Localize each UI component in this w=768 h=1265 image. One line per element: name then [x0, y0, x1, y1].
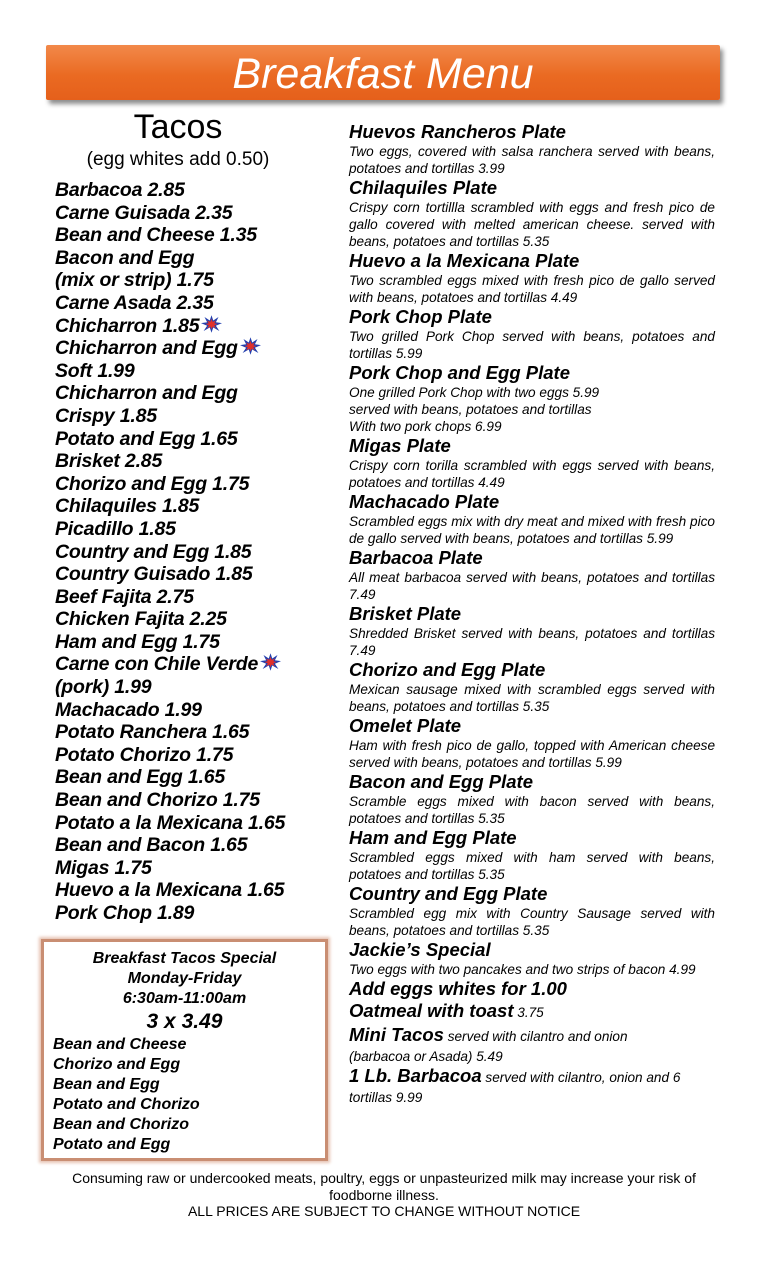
- taco-item: [55, 428, 340, 451]
- taco-item: [55, 224, 340, 247]
- starburst-icon: [201, 315, 222, 333]
- plate-item: [349, 939, 715, 978]
- taco-item-label: Pork Chop 1.89: [55, 902, 195, 924]
- taco-item: [55, 450, 340, 473]
- plate-item: [349, 771, 715, 827]
- special-hours: 6:30am-11:00am: [122, 990, 247, 1007]
- plate-description: Two eggs with two pancakes and two strips of bacon 4.99: [349, 962, 696, 977]
- plate-item: [349, 827, 715, 883]
- taco-item: [55, 292, 340, 315]
- taco-item: [55, 744, 340, 767]
- plate-name-row: [349, 883, 715, 905]
- taco-item-label: Potato and Egg 1.65: [55, 427, 238, 450]
- plate-item: [349, 883, 715, 939]
- plate-description: Mexican sausage mixed with scrambled eggs served with beans, potatoes and tortillas 5.35: [349, 682, 715, 714]
- plate-description: Shredded Brisket served with beans, potatoes and tortillas 7.49: [349, 626, 715, 658]
- taco-item-label: Soft 1.99: [55, 359, 135, 382]
- taco-item: [55, 586, 340, 609]
- taco-item-label: Potato a la Mexicana 1.65: [55, 811, 286, 834]
- plate-name: Country and Egg Plate: [349, 883, 548, 904]
- taco-item-label: Bean and Egg 1.65: [55, 766, 225, 789]
- plate-item: [349, 177, 715, 250]
- plate-name-row: [349, 121, 715, 143]
- plate-name-row: [349, 547, 715, 569]
- plate-description: Scrambled egg mix with Country Sausage served with beans, potatoes and tortillas 5.35: [349, 906, 715, 938]
- taco-item: [55, 337, 340, 360]
- plate-name-row: [349, 250, 715, 272]
- plate-inline-description: 3.75: [513, 1005, 544, 1020]
- taco-item-label: Machacado 1.99: [55, 698, 202, 721]
- plate-name: Oatmeal with toast: [349, 1000, 514, 1021]
- plate-description: One grilled Pork Chop with two eggs 5.99: [349, 385, 600, 400]
- plate-name: Huevo a la Mexicana Plate: [349, 250, 580, 271]
- special-item: Potato and Egg: [53, 1136, 171, 1153]
- plate-description: Crispy corn torilla scrambled with eggs served with beans, potatoes and tortillas 4.49: [349, 458, 715, 490]
- taco-item-label: Chicharron and Egg: [55, 382, 238, 405]
- health-warning: Consuming raw or undercooked meats, poultry, eggs or unpasteurized milk may increase your risk of foodborne illness.: [72, 1170, 696, 1203]
- taco-item-label: Chicharron and Egg: [55, 337, 238, 360]
- taco-item: [55, 518, 340, 541]
- plate-description: With two pork chops 6.99: [349, 419, 502, 434]
- price-notice: ALL PRICES ARE SUBJECT TO CHANGE WITHOUT NOTICE: [187, 1203, 581, 1219]
- special-item: Chorizo and Egg: [53, 1056, 181, 1073]
- plate-name: Omelet Plate: [349, 715, 462, 736]
- taco-item: [55, 902, 340, 925]
- plate-item: [349, 250, 715, 306]
- plate-inline-description: served with cilantro and onion: [443, 1029, 628, 1044]
- taco-item-label: Country Guisado 1.85: [55, 563, 253, 586]
- plate-name: Add eggs whites for 1.00: [349, 978, 567, 999]
- plate-name: Mini Tacos: [349, 1024, 444, 1045]
- special-days: Monday-Friday: [127, 970, 242, 987]
- plate-name: Machacado Plate: [349, 491, 500, 512]
- plate-name-row: [349, 771, 715, 793]
- taco-item: [55, 269, 340, 292]
- taco-item: [55, 315, 340, 338]
- taco-item: [55, 857, 340, 880]
- plate-name-row: [349, 659, 715, 681]
- plate-item: [349, 362, 715, 435]
- plate-item: [349, 1024, 715, 1065]
- plate-description: All meat barbacoa served with beans, potatoes and tortillas 7.49: [349, 570, 715, 602]
- plate-name: Bacon and Egg Plate: [349, 771, 534, 792]
- plate-name: Chilaquiles Plate: [349, 177, 498, 198]
- plate-description: served with beans, potatoes and tortillas: [349, 402, 592, 417]
- taco-item-label: Potato Ranchera 1.65: [55, 721, 250, 744]
- plate-item: [349, 121, 715, 177]
- taco-item: [55, 202, 340, 225]
- plate-description: Scrambled eggs mixed with ham served with beans, potatoes and tortillas 5.35: [349, 850, 715, 882]
- menu-banner: [46, 45, 720, 100]
- taco-item-label: Chilaquiles 1.85: [55, 495, 200, 518]
- tacos-heading: Tacos: [133, 108, 223, 146]
- plate-description: (barbacoa or Asada) 5.49: [349, 1049, 503, 1064]
- plate-name-row: [349, 1065, 715, 1089]
- taco-item-label: Bean and Cheese 1.35: [55, 224, 257, 247]
- plate-description: Scramble eggs mixed with bacon served with beans, potatoes and tortillas 5.35: [349, 794, 715, 826]
- plate-name: Huevos Rancheros Plate: [349, 121, 566, 142]
- plate-name: Jackie’s Special: [349, 939, 491, 960]
- plate-item: [349, 978, 715, 1000]
- taco-item-label: Carne Asada 2.35: [55, 291, 214, 314]
- taco-item: [55, 676, 340, 699]
- taco-item-label: Chorizo and Egg 1.75: [55, 472, 250, 495]
- taco-item: [55, 879, 340, 902]
- menu-title: Breakfast Menu: [232, 50, 534, 98]
- plate-description: Ham with fresh pico de gallo, topped with American cheese served with beans, potatoes and tortillas 5.99: [349, 738, 715, 770]
- taco-item: [55, 405, 340, 428]
- plate-description: Two eggs, covered with salsa ranchera served with beans, potatoes and tortillas 3.99: [349, 144, 715, 176]
- plate-name: Migas Plate: [349, 435, 451, 456]
- taco-item-label: Chicken Fajita 2.25: [55, 608, 227, 631]
- plate-description: Scrambled eggs mix with dry meat and mixed with fresh pico de gallo served with beans, potatoes and tortillas 5.99: [349, 514, 715, 546]
- plate-name-row: [349, 827, 715, 849]
- taco-item-label: Brisket 2.85: [55, 450, 163, 473]
- taco-item-label: Barbacoa 2.85: [55, 179, 185, 201]
- taco-item: [55, 541, 340, 564]
- taco-item: [55, 631, 340, 654]
- plate-name-row: [349, 978, 715, 1000]
- taco-item: [55, 360, 340, 383]
- special-title: Breakfast Tacos Special: [92, 950, 277, 967]
- plate-name: Chorizo and Egg Plate: [349, 659, 546, 680]
- taco-item: [55, 563, 340, 586]
- taco-item-label: Country and Egg 1.85: [55, 540, 252, 563]
- taco-item: [55, 789, 340, 812]
- plate-description: tortillas 9.99: [349, 1090, 423, 1105]
- plate-description: Two scrambled eggs mixed with fresh pico de gallo served with beans, potatoes and tortillas 4.49: [349, 273, 715, 305]
- plate-name-row: [349, 715, 715, 737]
- plate-name-row: [349, 1024, 715, 1048]
- plates-column: [349, 121, 715, 1106]
- special-item: Bean and Cheese: [53, 1036, 187, 1053]
- taco-item: [55, 382, 340, 405]
- plate-name-row: [349, 939, 715, 961]
- taco-item-label: Bacon and Egg: [55, 246, 195, 269]
- plate-name: Pork Chop and Egg Plate: [349, 362, 570, 383]
- special-item: Bean and Egg: [53, 1076, 160, 1093]
- taco-item: [55, 179, 340, 202]
- plate-name-row: [349, 177, 715, 199]
- taco-item-label: Chicharron 1.85: [55, 314, 200, 337]
- plate-name-row: [349, 491, 715, 513]
- plate-description: Crispy corn tortillla scrambled with eggs and fresh pico de gallo covered with melted american cheese. served with beans, potatoes and tortillas 5.35: [349, 200, 715, 249]
- special-item: Bean and Chorizo: [53, 1116, 190, 1133]
- taco-item-label: Ham and Egg 1.75: [55, 630, 220, 653]
- plate-item: [349, 547, 715, 603]
- plate-name-row: [349, 1000, 715, 1024]
- taco-item: [55, 653, 340, 676]
- taco-item-label: Huevo a la Mexicana 1.65: [55, 879, 285, 902]
- plate-name: Barbacoa Plate: [349, 547, 483, 568]
- taco-item-label: (pork) 1.99: [55, 676, 152, 699]
- taco-item: [55, 766, 340, 789]
- plate-item: [349, 435, 715, 491]
- special-item: Potato and Chorizo: [53, 1096, 200, 1113]
- plate-item: [349, 603, 715, 659]
- starburst-icon: [260, 653, 281, 671]
- plate-name: Ham and Egg Plate: [349, 827, 517, 848]
- taco-item-label: Picadillo 1.85: [55, 517, 176, 540]
- plate-item: [349, 491, 715, 547]
- plate-name-row: [349, 603, 715, 625]
- taco-item-label: (mix or strip) 1.75: [55, 269, 214, 292]
- taco-item: [55, 721, 340, 744]
- taco-item: [55, 834, 340, 857]
- taco-item-label: Potato Chorizo 1.75: [55, 743, 234, 766]
- plate-name: 1 Lb. Barbacoa: [349, 1065, 482, 1086]
- taco-item: [55, 699, 340, 722]
- plate-item: [349, 1065, 715, 1106]
- plate-item: [349, 1000, 715, 1024]
- tacos-list: [55, 179, 340, 925]
- plate-inline-description: served with cilantro, onion and 6: [481, 1070, 681, 1085]
- plate-name: Brisket Plate: [349, 603, 462, 624]
- taco-item-label: Beef Fajita 2.75: [55, 585, 194, 608]
- plate-item: [349, 306, 715, 362]
- taco-item-label: Bean and Bacon 1.65: [55, 834, 248, 857]
- taco-item: [55, 247, 340, 270]
- plate-name-row: [349, 362, 715, 384]
- special-items: [44, 1035, 325, 1155]
- plate-description: Two grilled Pork Chop served with beans, potatoes and tortillas 5.99: [349, 329, 715, 361]
- taco-item: [55, 495, 340, 518]
- taco-item: [55, 473, 340, 496]
- special-box: [41, 939, 328, 1161]
- plate-name-row: [349, 306, 715, 328]
- plate-item: [349, 715, 715, 771]
- starburst-icon: [240, 337, 261, 355]
- taco-item-label: Crispy 1.85: [55, 404, 157, 427]
- tacos-note: (egg whites add 0.50): [86, 149, 270, 170]
- taco-item-label: Bean and Chorizo 1.75: [55, 789, 260, 812]
- plate-name-row: [349, 435, 715, 457]
- special-price: 3 x 3.49: [146, 1010, 223, 1033]
- taco-item: [55, 812, 340, 835]
- taco-item: [55, 608, 340, 631]
- taco-item-label: Carne con Chile Verde: [55, 653, 259, 676]
- taco-item-label: Migas 1.75: [55, 856, 152, 879]
- plate-item: [349, 659, 715, 715]
- plate-name: Pork Chop Plate: [349, 306, 492, 327]
- taco-item-label: Carne Guisada 2.35: [55, 201, 233, 224]
